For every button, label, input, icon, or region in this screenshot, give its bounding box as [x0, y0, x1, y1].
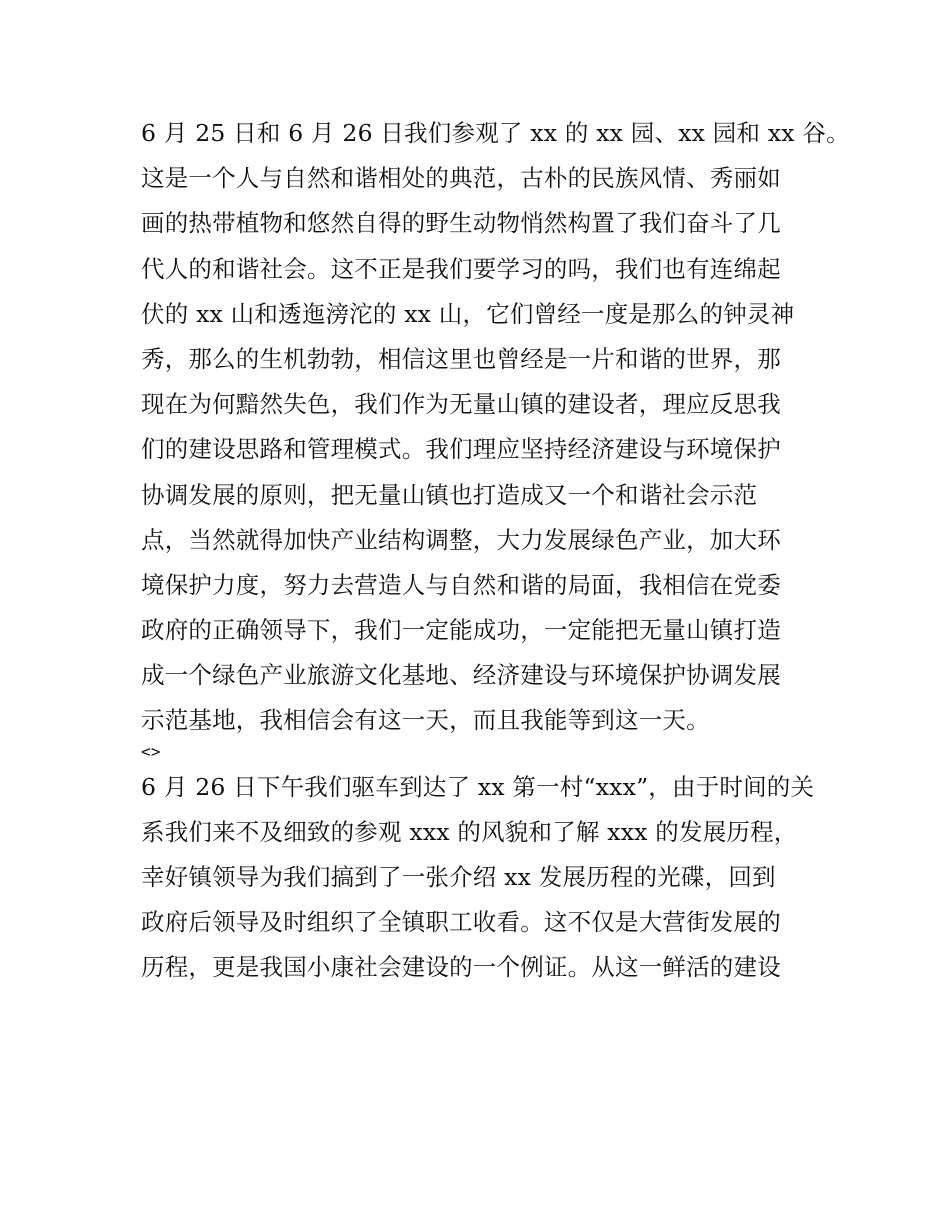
text-line: 画的热带植物和悠然自得的野生动物悄然构置了我们奋斗了几	[141, 209, 781, 238]
text-line: 协调发展的原则，把无量山镇也打造成又一个和谐社会示范	[141, 480, 758, 509]
text-line: 成一个绿色产业旅游文化基地、经济建设与环境保护协调发展	[141, 661, 781, 690]
text-line: 现在为何黯然失色，我们作为无量山镇的建设者，理应反思我	[141, 390, 781, 419]
text-line: 政府后领导及时组织了全镇职工收看。这不仅是大营街发展的	[141, 908, 781, 937]
text-line: 们的建设思路和管理模式。我们理应坚持经济建设与环境保护	[141, 435, 781, 464]
text-line: 历程，更是我国小康社会建设的一个例证。从这一鲜活的建设	[141, 953, 781, 982]
text-line: 幸好镇领导为我们搞到了一张介绍 xx 发展历程的光碟，回到	[141, 863, 776, 891]
separator-marker: <>	[141, 741, 161, 761]
text-line: 点，当然就得加快产业结构调整，大力发展绿色产业，加大环	[141, 525, 781, 554]
document-body	[141, 111, 850, 991]
text-line: 6 月 26 日下午我们驱车到达了 xx 第一村“xxx”，由于时间的关	[141, 772, 815, 801]
text-line: 示范基地，我相信会有这一天，而且我能等到这一天。	[141, 706, 710, 735]
text-line: 系我们来不及细致的参观 xxx 的风貌和了解 xxx 的发展历程，	[141, 817, 798, 846]
text-line: 政府的正确领导下，我们一定能成功，一定能把无量山镇打造	[141, 616, 781, 645]
text-line: 6 月 25 日和 6 月 26 日我们参观了 xx 的 xx 园、xx 园和 xx 谷。	[141, 119, 850, 147]
text-line: 代人的和谐社会。这不正是我们要学习的吗，我们也有连绵起	[141, 254, 781, 283]
paragraph-2	[141, 765, 821, 991]
text-line: 伏的 xx 山和透迤滂沱的 xx 山，它们曾经一度是那么的钟灵神	[141, 299, 795, 328]
text-line: 秀，那么的生机勃勃，相信这里也曾经是一片和谐的世界，那	[141, 344, 781, 373]
text-line: 这是一个人与自然和谐相处的典范，古朴的民族风情、秀丽如	[141, 164, 781, 193]
text-line: 境保护力度，努力去营造人与自然和谐的局面，我相信在党委	[141, 570, 781, 599]
paragraph-1	[141, 111, 850, 744]
